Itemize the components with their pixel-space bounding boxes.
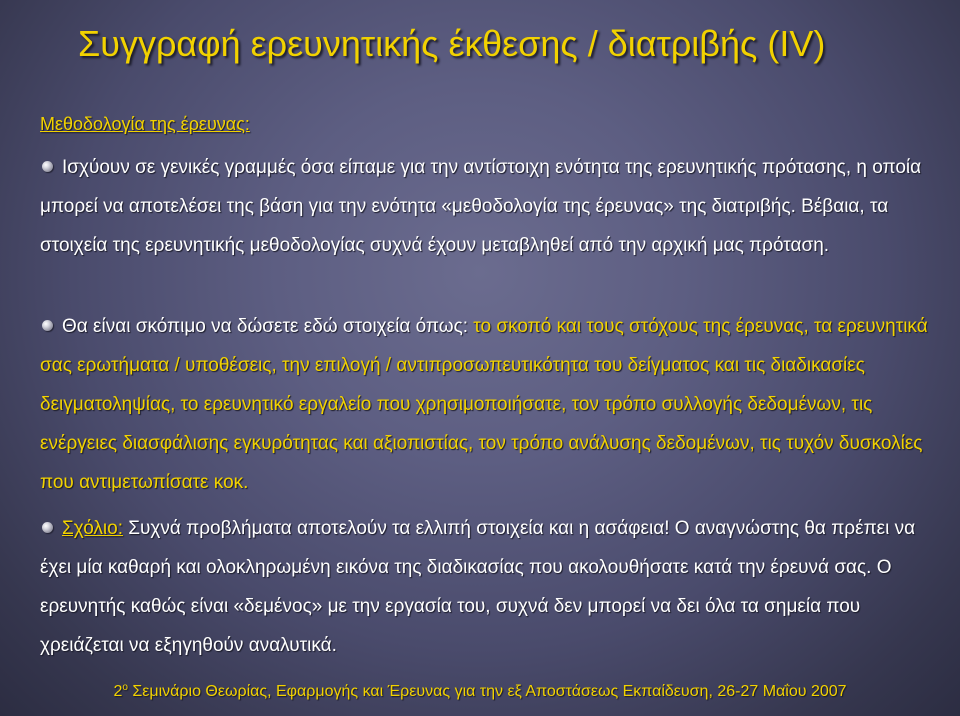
slide-title: Συγγραφή ερευνητικής έκθεσης / διατριβής (IV) <box>78 23 826 64</box>
paragraph-comment-text: Συχνά προβλήματα αποτελούν τα ελλιπή στοιχεία και η ασάφεια! Ο αναγνώστης θα πρέπει να έχει μία καθαρή και ολοκληρωμένη εικόνα της διαδικασίας που ακολουθήσατε κατά την έρευνά σας. Ο ερευνητής καθώς είναι «δεμένος» με την εργασία του, συχνά δεν μπορεί να δει όλα τα σημεία που χρειάζεται να εξηγηθούν αναλυτικά. <box>40 518 916 656</box>
paragraph-elements-intro: Θα είναι σκόπιμο να δώσετε εδώ στοιχεία όπως: <box>62 316 474 337</box>
comment-label: Σχόλιο: <box>62 518 123 539</box>
paragraph-elements-highlight: το σκοπό και τους στόχους της έρευνας, τα ερευνητικά σας ερωτήματα / υποθέσεις, την επιλογή / αντιπροσωπευτικότητα του δείγματος και τις διαδικασίες δειγματοληψίας, το ερευνητικό εργαλείο που χρησιμοποιήσατε, τον τρόπο συλλογής δεδομένων, τις ενέργειες διασφάλισης εγκυρότητας και αξιοπιστίας, τον τρόπο ανάλυσης δεδομένων, τις τυχόν δυσκολίες που αντιμετωπίσατε κοκ. <box>40 316 928 493</box>
footer-number: 2 <box>113 683 123 700</box>
paragraph-elements <box>40 307 930 502</box>
paragraph-general <box>40 148 930 265</box>
section-heading: Μεθοδολογία της έρευνας: <box>40 114 250 134</box>
footer-text: Σεμινάριο Θεωρίας, Εφαρμογής και Έρευνας για την εξ Αποστάσεως Εκπαίδευση, 26-27 Μαΐου 2007 <box>127 683 847 700</box>
footer-superscript: ο <box>122 682 128 693</box>
bullet-icon <box>42 522 53 533</box>
paragraph-general-text: Ισχύουν σε γενικές γραμμές όσα είπαμε για την αντίστοιχη ενότητα της ερευνητικής πρότασης, η οποία μπορεί να αποτελέσει της βάση για την ενότητα «μεθοδολογία της έρευνας» της διατριβής. Βέβαια, τα στοιχεία της ερευνητικής μεθοδολογίας συχνά έχουν μεταβληθεί από την αρχική μας πρόταση. <box>40 157 922 256</box>
bullet-icon <box>42 161 53 172</box>
bullet-icon <box>42 320 53 331</box>
paragraph-comment <box>40 509 930 665</box>
footer <box>0 682 960 701</box>
